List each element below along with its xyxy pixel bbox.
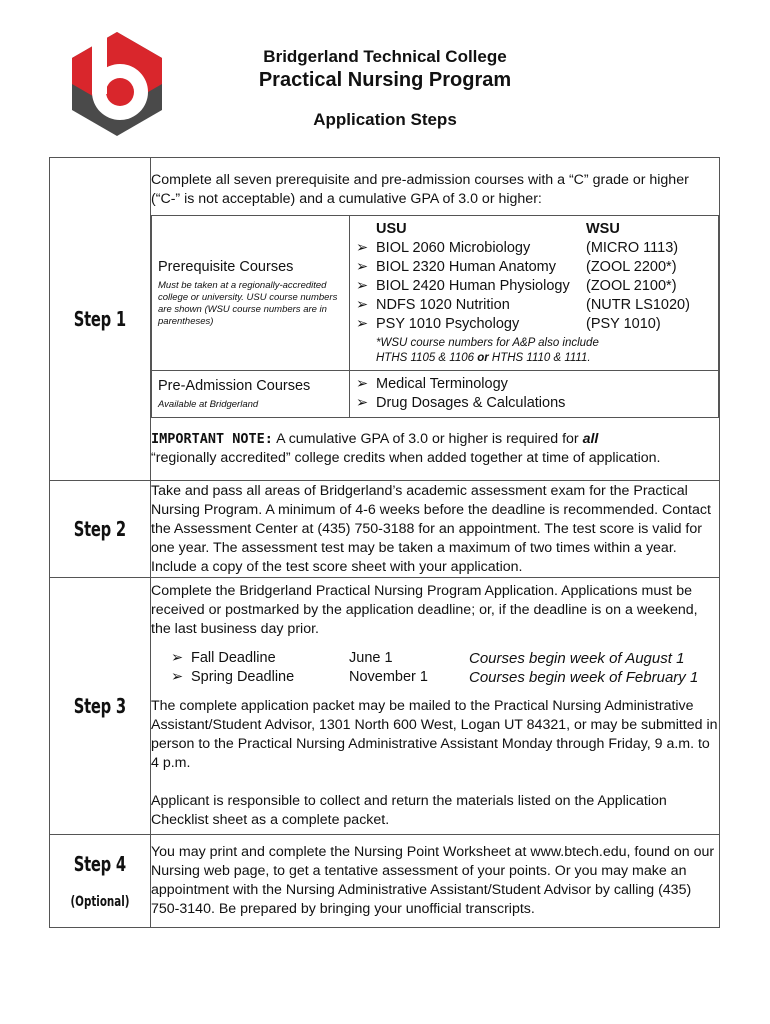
- preadmission-label-cell: [152, 370, 350, 417]
- step-3-intro: Complete the Bridgerland Practical Nursing Program Application. Applications must be received or postmarked by the application deadline; or, if the deadline is on a weekend, the last business day prior.: [151, 583, 698, 637]
- prereq-course: ➢ BIOL 2420 Human Physiology (ZOOL 2100*): [356, 277, 677, 294]
- program-name: Practical Nursing Program: [258, 69, 512, 91]
- arrow-bullet-icon: ➢: [171, 650, 184, 666]
- deadline-item: ➢ Spring Deadline November 1 Courses begin week of February 1: [171, 669, 699, 686]
- step-1-intro: Complete all seven prerequisite and pre-admission courses with a “C” grade or higher (“C-” is not acceptable) and a cumulative GPA of 3.0 or higher:: [151, 171, 689, 207]
- document-header: [200, 46, 570, 92]
- step-4-content: [151, 835, 720, 928]
- arrow-bullet-icon: ➢: [356, 239, 369, 256]
- prereq-note: Must be taken at a regionally-accredited college or university. USU course numbers are shown (WSU course numbers are in parentheses): [158, 279, 338, 327]
- prereq-course: ➢ BIOL 2060 Microbiology (MICRO 1113): [356, 239, 679, 256]
- prereq-course: ➢ BIOL 2320 Human Anatomy (ZOOL 2200*): [356, 258, 677, 275]
- step-1-label: Step 1: [73, 307, 127, 331]
- deadline-list: [171, 649, 719, 687]
- steps-table: [49, 157, 720, 928]
- step-3-row: [50, 578, 720, 835]
- prereq-label-cell: [152, 215, 350, 370]
- prereq-row: [152, 215, 719, 370]
- step-3-label-cell: [50, 578, 151, 835]
- step-1-row: [50, 158, 720, 481]
- step-4-label-cell: [50, 835, 151, 928]
- preadmission-row: [152, 370, 719, 417]
- course-column-headers: [356, 220, 712, 239]
- step-2-content: [151, 481, 720, 578]
- arrow-bullet-icon: ➢: [356, 394, 369, 411]
- step-2-label-cell: [50, 481, 151, 578]
- arrow-bullet-icon: ➢: [356, 277, 369, 294]
- step-4-optional: (Optional): [70, 894, 130, 910]
- preadmission-list-cell: [350, 370, 719, 417]
- step-3-mail: The complete application packet may be mailed to the Practical Nursing Administrative Assistant/Student Advisor, 1301 North 600 West, Logan UT 84321, or may be submitted in person to the Practical Nursing Administrative Assistant Monday through Friday, 9 a.m. to 4 p.m.: [151, 698, 718, 771]
- document-subtitle: Application Steps: [313, 110, 457, 129]
- preadmission-title: Pre-Admission Courses: [158, 377, 311, 394]
- step-4-text: You may print and complete the Nursing Point Worksheet at www.btech.edu, found on our Nursing web page, to get a tentative assessment of your points. Or you may make an appointment with the Nursing Administrative Assistant/Student Advisor by calling (435) 750-3140. Be prepared by bringing your unofficial transcripts.: [151, 844, 715, 917]
- wsu-footnote: *WSU course numbers for A&P also include HTHS 1105 & 1106 or HTHS 1110 & 1111.: [376, 336, 599, 364]
- step-2-text: Take and pass all areas of Bridgerland’s academic assessment exam for the Practical Nursing Program. A minimum of 4-6 weeks before the deadline is recommended. Contact the Assessment Center at (435) 750-3188 for an appointment. The test score is valid for one year. The assessment test may be taken a maximum of two times within a year. Include a copy of the test score sheet with your application.: [151, 482, 711, 575]
- prereq-course: ➢ NDFS 1020 Nutrition (NUTR LS1020): [356, 296, 690, 313]
- course-table: [151, 215, 719, 418]
- preadmission-note: Available at Bridgerland: [158, 398, 259, 410]
- college-logo: [70, 30, 164, 138]
- prereq-course: ➢ PSY 1010 Psychology (PSY 1010): [356, 315, 661, 332]
- college-name: Bridgerland Technical College: [263, 47, 507, 66]
- usu-header: USU: [376, 220, 407, 237]
- wsu-header: WSU: [586, 220, 620, 237]
- prereq-list-cell: [350, 215, 719, 370]
- prereq-title: Prerequisite Courses: [158, 258, 294, 275]
- preadmission-course: ➢ Medical Terminology: [356, 375, 508, 392]
- arrow-bullet-icon: ➢: [356, 296, 369, 313]
- important-note: IMPORTANT NOTE: A cumulative GPA of 3.0 or higher is required for all “regionally accredited” college credits when added together at time of application.: [151, 430, 661, 466]
- preadmission-course: ➢ Drug Dosages & Calculations: [356, 394, 566, 411]
- step-2-row: [50, 481, 720, 578]
- step-4-row: [50, 835, 720, 928]
- arrow-bullet-icon: ➢: [356, 258, 369, 275]
- step-1-content: [151, 158, 720, 481]
- step-3-content: [151, 578, 720, 835]
- step-3-label: Step 3: [73, 694, 127, 718]
- arrow-bullet-icon: ➢: [356, 375, 369, 392]
- arrow-bullet-icon: ➢: [356, 315, 369, 332]
- step-3-checklist: Applicant is responsible to collect and return the materials listed on the Application Checklist sheet as a complete packet.: [151, 793, 667, 828]
- arrow-bullet-icon: ➢: [171, 669, 184, 685]
- step-2-label: Step 2: [73, 517, 127, 541]
- step-4-label: Step 4: [73, 852, 127, 876]
- step-1-label-cell: [50, 158, 151, 481]
- deadline-item: ➢ Fall Deadline June 1 Courses begin week of August 1: [171, 650, 685, 667]
